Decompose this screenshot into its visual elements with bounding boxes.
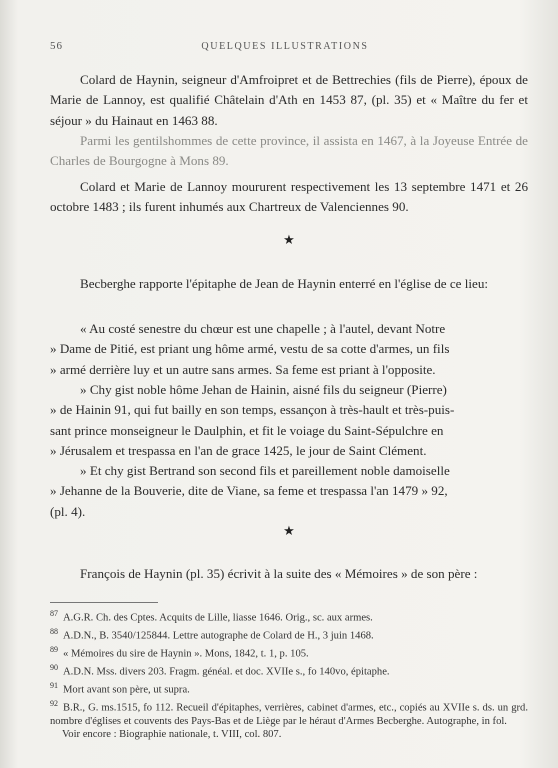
footnote bbox=[50, 661, 528, 679]
quote-line: » Et chy gist Bertrand son second fils et pareillement noble damoiselle bbox=[80, 463, 450, 478]
footnote-text: B.R., G. ms.1515, fo 112. Recueil d'épitaphes, verrières, cabinet d'armes, etc., copiés au XVIIe s. ds. un grd. nombre d'églises et couvents des Pays-Bas et de Liège par le héraut d'Armes Becberghe. Autographe, in fol. bbox=[50, 702, 528, 727]
page-number: 56 bbox=[50, 40, 63, 52]
paragraph-text: François de Haynin (pl. 35) écrivit à la suite des « Mémoires » de son père : bbox=[80, 566, 478, 581]
footnote-number: 87 bbox=[50, 609, 58, 618]
quote-line: (pl. 4). bbox=[50, 503, 86, 519]
footnote-number: 91 bbox=[50, 680, 58, 690]
footnote-number: 89 bbox=[50, 644, 58, 654]
footnotes bbox=[50, 607, 528, 741]
epitaph-quote-3 bbox=[50, 461, 528, 522]
footnote-see-also: Voir encore : Biographie nationale, t. VIII, col. 807. bbox=[62, 729, 282, 741]
footnote bbox=[50, 607, 528, 625]
quote-line: » de Hainin 91, qui fut bailly en son temps, essançon à très-hault et très-puis- bbox=[50, 402, 455, 418]
paragraph-francois bbox=[50, 564, 528, 584]
footnote bbox=[50, 643, 528, 661]
footnote-text: A.D.N. Mss. divers 203. Fragm. généal. et doc. XVIIe s., fo 140vo, épitaphe. bbox=[63, 666, 390, 678]
paragraph-text: Parmi les gentilshommes de cette province, il assista en 1467, à la Joyeuse Entrée de Charles de Bourgogne à Mons 89. bbox=[50, 133, 528, 169]
paragraph-text: Colard de Haynin, seigneur d'Amfroipret et de Bettrechies (fils de Pierre), époux de Marie de Lannoy, est qualifié Châtelain d'Ath en 1453 87, (pl. 35) et « Maître du fer et séjour » du Hainaut en 1463 88. bbox=[50, 72, 528, 128]
footnote-text: « Mémoires du sire de Haynin ». Mons, 1842, t. 1, p. 105. bbox=[63, 648, 309, 660]
section-separator-star: ★ bbox=[283, 523, 295, 538]
footnote-text: A.G.R. Ch. des Cptes. Acquits de Lille, liasse 1646. Orig., sc. aux armes. bbox=[63, 612, 373, 624]
quote-line: » Jehanne de la Bouverie, dite de Viane, sa feme et trespassa l'an 1479 » 92, bbox=[50, 483, 448, 499]
quote-line: » Jérusalem et trespassa en l'an de grace 1425, le jour de Saint Clément. bbox=[50, 442, 427, 458]
footnote-number: 92 bbox=[50, 698, 58, 708]
quote-line: sant prince monseigneur le Daulphin, et fit le voiage du Saint-Sépulchre en bbox=[50, 422, 444, 438]
running-title: QUELQUES ILLUSTRATIONS bbox=[201, 41, 369, 52]
footnote-number: 88 bbox=[50, 626, 58, 636]
page-header bbox=[50, 40, 520, 56]
epitaph-quote-2 bbox=[50, 380, 528, 461]
footnote-text: A.D.N., B. 3540/125844. Lettre autographe de Colard de H., 3 juin 1468. bbox=[63, 630, 374, 642]
paragraph-entree bbox=[50, 131, 528, 172]
paragraph-becberghe bbox=[50, 274, 528, 294]
footnote-rule bbox=[50, 602, 158, 603]
quote-line: » Dame de Pitié, est priant ung hôme armé, vestu de sa cotte d'armes, un fils bbox=[50, 341, 450, 357]
paragraph-text: Colard et Marie de Lannoy moururent respectivement les 13 septembre 1471 et 26 octobre 1483 ; ils furent inhumés aux Chartreux de Valenciennes 90. bbox=[50, 179, 528, 215]
paragraph-death bbox=[50, 177, 528, 218]
quote-line: « Au costé senestre du chœur est une chapelle ; à l'autel, devant Notre bbox=[80, 321, 446, 336]
paragraph-colard bbox=[50, 70, 528, 131]
footnote bbox=[50, 697, 528, 728]
section-separator-star: ★ bbox=[283, 232, 295, 247]
quote-line: » Chy gist noble hôme Jehan de Hainin, aisné fils du seigneur (Pierre) bbox=[80, 382, 447, 397]
epitaph-quote-1 bbox=[50, 319, 528, 380]
quote-line: » armé derrière luy et un autre sans armes. Sa feme est priant à l'opposite. bbox=[50, 361, 436, 377]
paragraph-text: Becberghe rapporte l'épitaphe de Jean de Haynin enterré en l'église de ce lieu: bbox=[80, 276, 489, 291]
footnote bbox=[50, 625, 528, 643]
footnote-text: Mort avant son père, ut supra. bbox=[63, 684, 190, 696]
footnote bbox=[50, 679, 528, 697]
footnote-number: 90 bbox=[50, 662, 58, 672]
